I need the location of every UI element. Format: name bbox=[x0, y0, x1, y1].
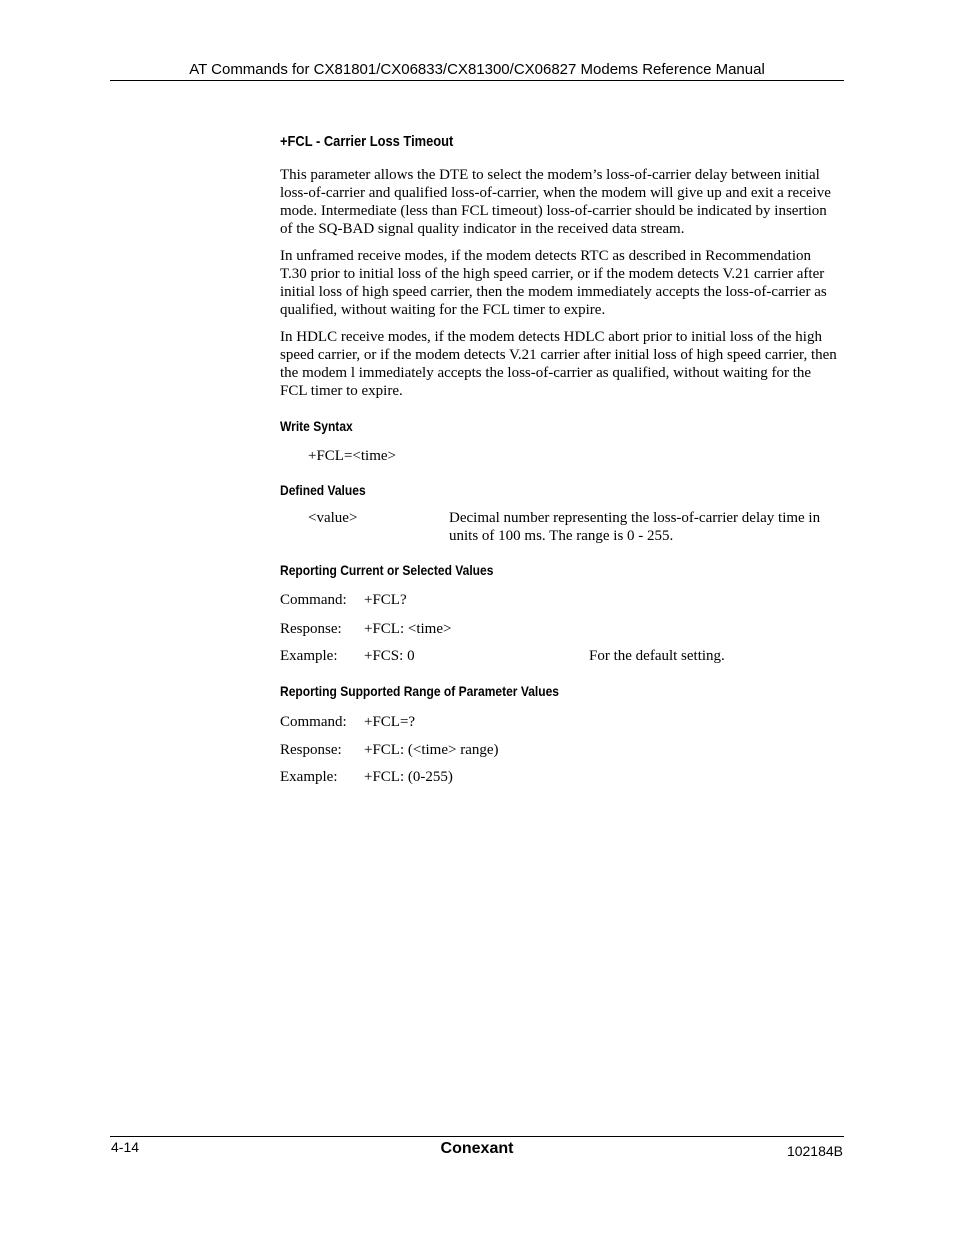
write-syntax-heading: Write Syntax bbox=[280, 418, 353, 434]
unframed-paragraph: In unframed receive modes, if the modem detects RTC as described in Recommendation T.30 prior to initial loss of the high speed carrier, or if the modem detects V.21 carrier after initial loss of high speed carrier, then the modem immediately accepts the loss-of-carrier as qualified, without waiting for the FCL timer to expire. bbox=[280, 248, 827, 318]
page-number: 4-14 bbox=[111, 1139, 140, 1155]
current-example-value: +FCS: 0 bbox=[364, 648, 415, 664]
header-rule bbox=[110, 80, 844, 81]
defined-values-heading: Defined Values bbox=[280, 482, 366, 498]
hdlc-paragraph: In HDLC receive modes, if the modem detects HDLC abort prior to initial loss of the high speed carrier, or if the modem detects V.21 carrier after initial loss of high speed carrier, then the modem l immediately accepts the loss-of-carrier as qualified, without waiting for the FCL timer to expire. bbox=[280, 329, 837, 399]
supported-example-value: +FCL: (0-255) bbox=[364, 769, 453, 785]
document-number: 102184B bbox=[786, 1143, 843, 1159]
current-response-label: Response: bbox=[280, 621, 342, 637]
current-command-value: +FCL? bbox=[364, 592, 407, 608]
section-title: +FCL - Carrier Loss Timeout bbox=[280, 133, 454, 150]
supported-command-value: +FCL=? bbox=[364, 714, 416, 730]
defined-value-term: <value> bbox=[308, 510, 358, 526]
supported-response-label: Response: bbox=[280, 742, 342, 758]
write-syntax-command: +FCL=<time> bbox=[308, 448, 397, 464]
running-header: AT Commands for CX81801/CX06833/CX81300/CX06827 Modems Reference Manual bbox=[189, 61, 765, 78]
current-example-note: For the default setting. bbox=[589, 648, 725, 664]
current-command-label: Command: bbox=[280, 592, 347, 608]
supported-response-value: +FCL: (<time> range) bbox=[364, 742, 499, 758]
reporting-supported-heading: Reporting Supported Range of Parameter Values bbox=[280, 683, 559, 699]
company-name: Conexant bbox=[440, 1140, 514, 1157]
intro-paragraph: This parameter allows the DTE to select the modem’s loss-of-carrier delay between initial loss-of-carrier and qualified loss-of-carrier, when the modem will give up and exit a receive mode. Intermediate (less than FCL timeout) loss-of-carrier should be indicated by insertion of the SQ-BAD signal quality indicator in the received data stream. bbox=[280, 167, 831, 237]
current-example-label: Example: bbox=[280, 648, 338, 664]
current-response-value: +FCL: <time> bbox=[364, 621, 452, 637]
footer-rule bbox=[110, 1136, 844, 1137]
supported-command-label: Command: bbox=[280, 714, 347, 730]
supported-example-label: Example: bbox=[280, 769, 338, 785]
defined-value-description: Decimal number representing the loss-of-carrier delay time in units of 100 ms. The range is 0 - 255. bbox=[449, 510, 821, 544]
reporting-current-heading: Reporting Current or Selected Values bbox=[280, 562, 494, 578]
